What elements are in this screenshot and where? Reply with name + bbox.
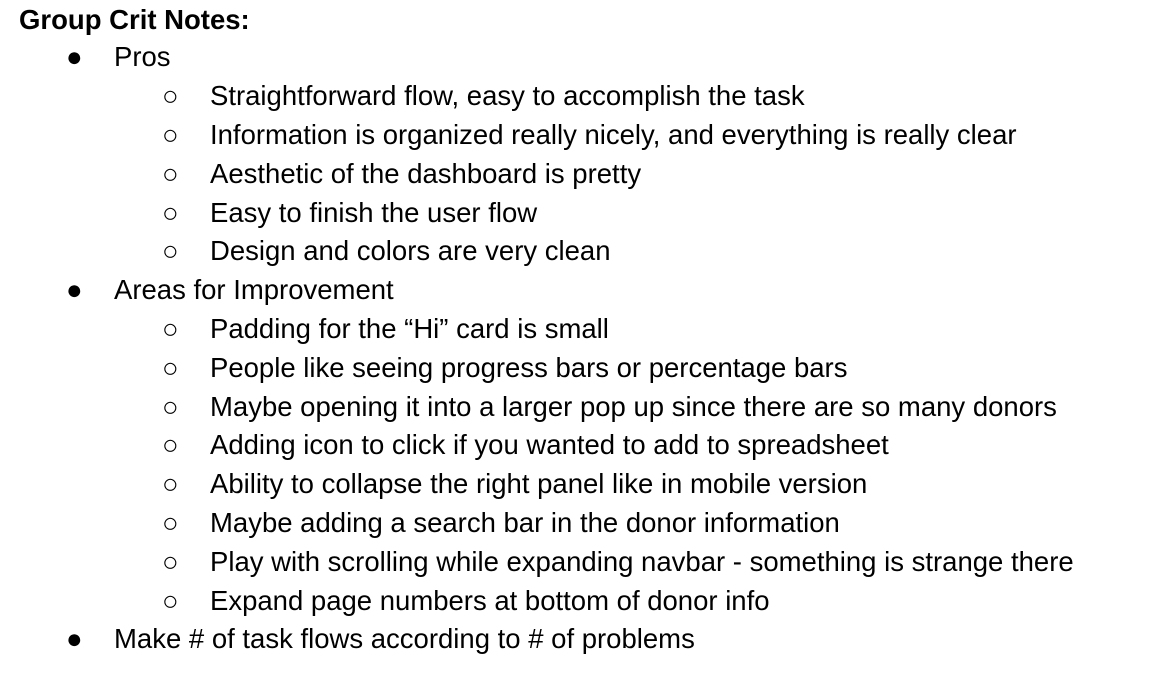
list-item-text: Easy to finish the user flow	[210, 197, 538, 228]
section-label-task-flows: Make # of task flows according to # of problems	[114, 623, 695, 654]
filled-bullet-icon: ●	[66, 623, 83, 654]
hollow-bullet-icon: ○	[162, 197, 179, 228]
hollow-bullet-icon: ○	[162, 585, 179, 616]
list-item-text: Maybe adding a search bar in the donor information	[210, 507, 840, 538]
hollow-bullet-icon: ○	[162, 119, 179, 150]
hollow-bullet-icon: ○	[162, 80, 179, 111]
list-item-text: Aesthetic of the dashboard is pretty	[210, 158, 642, 189]
hollow-bullet-icon: ○	[162, 158, 179, 189]
hollow-bullet-icon: ○	[162, 507, 179, 538]
hollow-bullet-icon: ○	[162, 468, 179, 499]
hollow-bullet-icon: ○	[162, 352, 179, 383]
document-title: Group Crit Notes:	[19, 4, 250, 35]
hollow-bullet-icon: ○	[162, 235, 179, 266]
filled-bullet-icon: ●	[66, 274, 83, 305]
section-label-pros: Pros	[114, 41, 171, 72]
list-item-text: Information is organized really nicely, and everything is really clear	[210, 119, 1017, 150]
list-item-text: Play with scrolling while expanding navbar - something is strange there	[210, 546, 1074, 577]
hollow-bullet-icon: ○	[162, 429, 179, 460]
list-item-text: Maybe opening it into a larger pop up since there are so many donors	[210, 391, 1057, 422]
hollow-bullet-icon: ○	[162, 313, 179, 344]
list-item-text: Ability to collapse the right panel like in mobile version	[210, 468, 868, 499]
filled-bullet-icon: ●	[66, 41, 83, 72]
list-item-text: Adding icon to click if you wanted to add to spreadsheet	[210, 429, 889, 460]
list-item-text: Padding for the “Hi” card is small	[210, 313, 609, 344]
list-item-text: Expand page numbers at bottom of donor info	[210, 585, 770, 616]
list-item-text: People like seeing progress bars or percentage bars	[210, 352, 848, 383]
section-label-areas-for-improvement: Areas for Improvement	[114, 274, 394, 305]
list-item-text: Design and colors are very clean	[210, 235, 611, 266]
list-item-text: Straightforward flow, easy to accomplish the task	[210, 80, 805, 111]
hollow-bullet-icon: ○	[162, 546, 179, 577]
hollow-bullet-icon: ○	[162, 391, 179, 422]
